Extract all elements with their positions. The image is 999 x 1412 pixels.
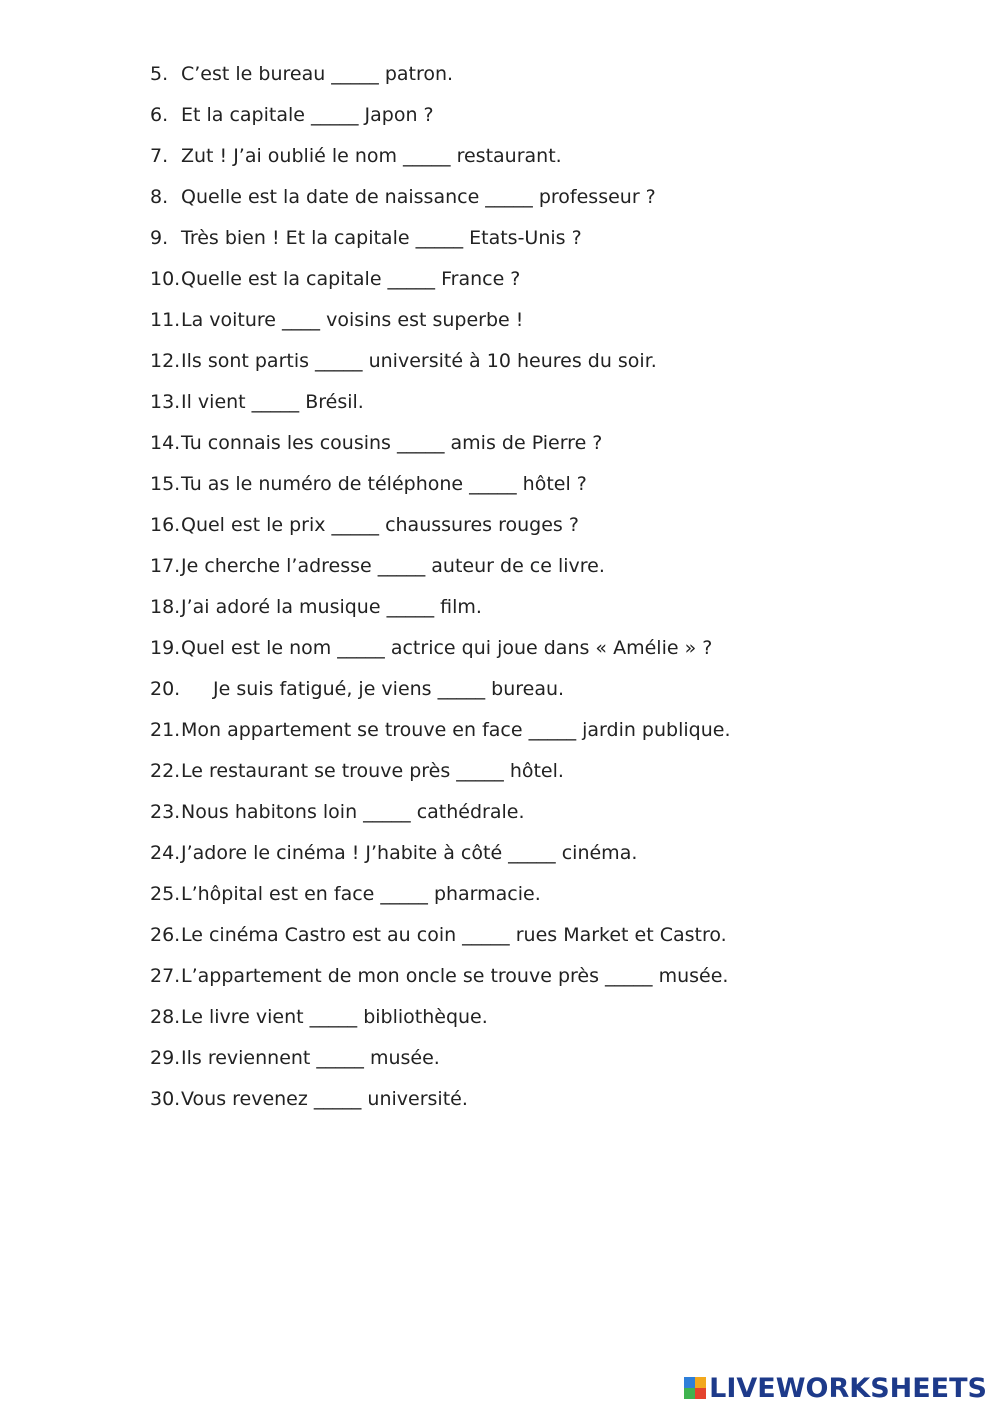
exercise-number: 14. [150, 432, 181, 454]
exercise-item [150, 1000, 910, 1041]
exercise-number: 29. [150, 1047, 181, 1069]
exercise-number: 18. [150, 596, 181, 618]
exercise-item [150, 590, 910, 631]
exercise-text: Je suis fatigué, je viens _____ bureau. [213, 678, 565, 700]
exercise-text: L’appartement de mon oncle se trouve près _____ musée. [181, 965, 729, 987]
exercise-number: 6. [150, 104, 169, 126]
exercise-text: Vous revenez _____ université. [181, 1088, 468, 1110]
exercise-text: Le livre vient _____ bibliothèque. [181, 1006, 488, 1028]
exercise-item [150, 672, 910, 713]
exercise-item [150, 344, 910, 385]
exercise-item [150, 959, 910, 1000]
exercise-item [150, 1082, 910, 1123]
exercise-number: 22. [150, 760, 181, 782]
exercise-text: Le restaurant se trouve près _____ hôtel. [181, 760, 564, 782]
exercise-number: 28. [150, 1006, 181, 1028]
exercise-number: 24. [150, 842, 181, 864]
exercise-number: 12. [150, 350, 181, 372]
exercise-item [150, 754, 910, 795]
exercise-number: 19. [150, 637, 181, 659]
exercise-item [150, 549, 910, 590]
liveworksheets-logo[interactable] [684, 1374, 987, 1402]
exercise-text: C’est le bureau _____ patron. [181, 63, 454, 85]
exercise-text: J’adore le cinéma ! J’habite à côté _____ cinéma. [181, 842, 638, 864]
exercise-text: Le cinéma Castro est au coin _____ rues Market et Castro. [181, 924, 727, 946]
exercise-number: 30. [150, 1088, 181, 1110]
exercise-text: Très bien ! Et la capitale _____ Etats-Unis ? [181, 227, 582, 249]
exercise-item [150, 631, 910, 672]
logo-tile [695, 1388, 706, 1399]
exercise-text: Quelle est la capitale _____ France ? [181, 268, 521, 290]
exercise-number: 25. [150, 883, 181, 905]
exercise-number: 23. [150, 801, 181, 823]
exercise-item [150, 180, 910, 221]
exercise-text: Tu connais les cousins _____ amis de Pierre ? [181, 432, 603, 454]
exercise-text: Ils reviennent _____ musée. [181, 1047, 440, 1069]
exercise-text: Il vient _____ Brésil. [181, 391, 364, 413]
exercise-item [150, 262, 910, 303]
exercise-number: 20. [150, 678, 181, 700]
exercise-number: 10. [150, 268, 181, 290]
logo-text: LIVEWORKSHEETS [709, 1372, 987, 1404]
logo-tile [684, 1377, 695, 1388]
logo-tile [684, 1388, 695, 1399]
exercise-text: Mon appartement se trouve en face _____ jardin publique. [181, 719, 731, 741]
exercise-text: Ils sont partis _____ université à 10 heures du soir. [181, 350, 657, 372]
exercise-number: 15. [150, 473, 181, 495]
exercise-item [150, 508, 910, 549]
exercise-text: L’hôpital est en face _____ pharmacie. [181, 883, 541, 905]
exercise-item [150, 713, 910, 754]
exercise-item [150, 795, 910, 836]
exercise-number: 21. [150, 719, 181, 741]
logo-mark-icon [684, 1377, 706, 1399]
exercise-number: 11. [150, 309, 181, 331]
exercise-item [150, 303, 910, 344]
exercise-text: Quelle est la date de naissance _____ professeur ? [181, 186, 656, 208]
exercise-item [150, 877, 910, 918]
exercise-item [150, 467, 910, 508]
exercise-number: 27. [150, 965, 181, 987]
exercise-item [150, 221, 910, 262]
exercise-text: Quel est le nom _____ actrice qui joue dans « Amélie » ? [181, 637, 713, 659]
exercise-text: La voiture ____ voisins est superbe ! [181, 309, 524, 331]
exercise-number: 13. [150, 391, 181, 413]
exercise-number: 16. [150, 514, 181, 536]
exercise-item [150, 1041, 910, 1082]
exercise-number: 17. [150, 555, 181, 577]
exercise-list [150, 57, 910, 1123]
exercise-number: 9. [150, 227, 169, 249]
exercise-item [150, 385, 910, 426]
exercise-number: 7. [150, 145, 169, 167]
exercise-item [150, 57, 910, 98]
exercise-item [150, 139, 910, 180]
exercise-text: Tu as le numéro de téléphone _____ hôtel ? [181, 473, 587, 495]
logo-tile [695, 1377, 706, 1388]
exercise-text: Nous habitons loin _____ cathédrale. [181, 801, 525, 823]
exercise-item [150, 426, 910, 467]
exercise-item [150, 836, 910, 877]
exercise-number: 26. [150, 924, 181, 946]
exercise-number: 8. [150, 186, 169, 208]
exercise-item [150, 918, 910, 959]
exercise-text: Et la capitale _____ Japon ? [181, 104, 434, 126]
exercise-text: Zut ! J’ai oublié le nom _____ restaurant. [181, 145, 562, 167]
exercise-text: J’ai adoré la musique _____ film. [181, 596, 482, 618]
exercise-text: Je cherche l’adresse _____ auteur de ce livre. [181, 555, 605, 577]
exercise-text: Quel est le prix _____ chaussures rouges ? [181, 514, 579, 536]
exercise-number: 5. [150, 63, 169, 85]
exercise-item [150, 98, 910, 139]
